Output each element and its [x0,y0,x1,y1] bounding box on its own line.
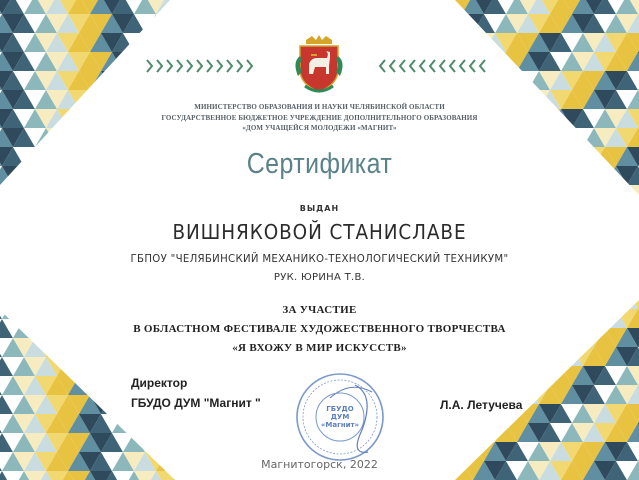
mosaic-triangle [200,433,222,452]
signer-organization: ГБУДО ДУМ "Магнит " [131,396,261,410]
mosaic-triangle [583,185,605,204]
mosaic-triangle [462,366,484,385]
mosaic-triangle [134,52,156,71]
mosaic-triangle [550,185,572,204]
mosaic-triangle [134,71,156,90]
mosaic-triangle [90,376,112,395]
mosaic-triangle [473,71,495,90]
footer-place-year: Магнитогорск, 2022 [261,458,378,471]
ministry-line-2: ГОСУДАРСТВЕННОЕ БЮДЖЕТНОЕ УЧРЕЖДЕНИЕ ДОПОЛНИТЕЛЬНОГО ОБРАЗОВАНИЯ [161,113,478,122]
mosaic-triangle [473,33,495,52]
mosaic-triangle [189,185,211,204]
mosaic-triangle [2,185,24,204]
mosaic-triangle [517,366,539,385]
recipient-name: ВИШНЯКОВОЙ СТАНИСЛАВЕ [172,220,467,244]
chevron-icon [420,60,425,72]
mosaic-triangle [145,71,167,90]
ministry-line-1: МИНИСТЕРСТВО ОБРАЗОВАНИЯ И НАУКИ ЧЕЛЯБИНСКОЙ ОБЛАСТИ [194,103,445,111]
chevron-icon [177,60,182,72]
mosaic-triangle [13,185,35,204]
mosaic-triangle [594,185,616,204]
mosaic-triangle [101,395,123,414]
mosaic-triangle [189,14,211,33]
mosaic-triangle [189,414,211,433]
issued-label: ВЫДАН [299,204,340,213]
mosaic-triangle [79,185,101,204]
stamp-line-3: «Магнит» [320,421,360,429]
mosaic-triangle [539,185,561,204]
mosaic-triangle [484,52,506,71]
mosaic-triangle [462,185,484,204]
mosaic-triangle [134,33,156,52]
mosaic-triangle [145,414,167,433]
mosaic-triangle [167,71,189,90]
chevron-icon [207,60,212,72]
mosaic-triangle [178,33,200,52]
mosaic-triangle [156,357,178,376]
mosaic-triangle [178,0,200,14]
mosaic-triangle [451,33,473,52]
chevron-icon [217,60,222,72]
mosaic-triangle [178,185,200,204]
chevron-icon [247,60,252,72]
mosaic-triangle [145,33,167,52]
mosaic-triangle [189,433,211,452]
mosaic-triangle [605,185,627,204]
mosaic-triangle [484,185,506,204]
mosaic-triangle [24,166,46,185]
chevron-icon [147,60,152,72]
mosaic-triangle [517,185,539,204]
chevron-icon [440,60,445,72]
chevron-icon [227,60,232,72]
mosaic-triangle [134,357,156,376]
mosaic-triangle [451,71,473,90]
chevron-icon [380,60,385,72]
mosaic-triangle [528,185,550,204]
mosaic-triangle [145,433,167,452]
supervisor-name: РУК. ЮРИНА Т.В. [273,272,366,283]
mosaic-triangle [68,185,90,204]
award-line-3: «Я ВХОЖУ В МИР ИСКУССТВ» [232,342,407,354]
award-line-2: В ОБЛАСТНОМ ФЕСТИВАЛЕ ХУДОЖЕСТВЕННОГО ТВОРЧЕСТВА [133,323,506,335]
mosaic-triangle [123,414,145,433]
stamp-line-1: ГБУДО [326,405,354,413]
mosaic-triangle [0,185,2,204]
mosaic-triangle [178,471,200,480]
signer-role: Директор [131,376,188,390]
mosaic-triangle [35,185,57,204]
mosaic-triangle [440,185,462,204]
mosaic-triangle [594,166,616,185]
mosaic-triangle [167,357,189,376]
chevron-icon [197,60,202,72]
mosaic-triangle [495,185,517,204]
mosaic-triangle [123,71,145,90]
chevron-icon [430,60,435,72]
mosaic-triangle [451,14,473,33]
ministry-header [0,102,639,134]
mosaic-triangle [156,33,178,52]
mosaic-triangle [0,185,13,204]
mosaic-triangle [167,433,189,452]
mosaic-triangle [561,185,583,204]
mosaic-triangle [178,357,200,376]
school-name: ГБПОУ "ЧЕЛЯБИНСКИЙ МЕХАНИКО-ТЕХНОЛОГИЧЕСКИЙ ТЕХНИКУМ" [130,253,509,265]
mosaic-triangle [134,414,156,433]
chevron-icon [400,60,405,72]
mosaic-triangle [112,52,134,71]
mosaic-triangle [528,366,550,385]
mosaic-triangle [473,185,495,204]
mosaic-triangle [112,71,134,90]
mosaic-triangle [156,185,178,204]
mosaic-triangle [134,185,156,204]
mosaic-triangle [167,33,189,52]
mosaic-triangle [440,71,462,90]
mosaic-triangle [101,185,123,204]
mosaic-triangle [200,471,222,480]
mosaic-triangle [167,14,189,33]
chevron-icon [470,60,475,72]
chevron-icon [157,60,162,72]
mosaic-triangle [101,376,123,395]
mosaic-triangle [473,423,495,442]
ministry-line-3: «ДОМ УЧАЩЕЙСЯ МОЛОДЕЖИ «МАГНИТ» [242,124,397,132]
mosaic-triangle [200,14,222,33]
chevron-row-right-icon [380,60,485,72]
mosaic-triangle [167,414,189,433]
mosaic-triangle [440,366,462,385]
mosaic-triangle [178,433,200,452]
chevron-icon [480,60,485,72]
mosaic-triangle [145,185,167,204]
mosaic-triangle [572,185,594,204]
mosaic-triangle [451,185,473,204]
mosaic-triangle [46,185,68,204]
signer-name: Л.А. Летучева [440,398,523,412]
mosaic-triangle [506,185,528,204]
mosaic-triangle [178,71,200,90]
mosaic-triangle [627,185,639,204]
mosaic-triangle [123,357,145,376]
mosaic-triangle [440,33,462,52]
mosaic-triangle [156,14,178,33]
mosaic-triangle [189,471,211,480]
triangle-mosaic-bottom-right [440,290,639,480]
certificate-title: Сертификат [246,148,393,180]
mosaic-triangle [189,71,211,90]
mosaic-triangle [156,414,178,433]
mosaic-triangle [112,185,134,204]
mosaic-triangle [495,366,517,385]
mosaic-triangle [506,366,528,385]
mosaic-triangle [189,33,211,52]
mosaic-triangle [68,357,90,376]
mosaic-triangle [200,357,222,376]
mosaic-triangle [123,52,145,71]
mosaic-triangle [101,71,123,90]
chevron-icon [450,60,455,72]
mosaic-triangle [451,366,473,385]
mosaic-triangle [167,0,189,14]
mosaic-triangle [484,366,506,385]
mosaic-triangle [123,185,145,204]
mosaic-triangle [24,185,46,204]
mosaic-triangle [462,423,484,442]
chevron-icon [237,60,242,72]
mosaic-triangle [112,357,134,376]
chevron-row-left-icon [147,60,252,72]
mosaic-triangle [495,71,517,90]
award-line-1: ЗА УЧАСТИЕ [282,304,357,316]
chevron-icon [410,60,415,72]
mosaic-triangle [451,423,473,442]
mosaic-triangle [156,433,178,452]
stamp-text [300,405,380,429]
stamp-line-2: ДУМ [330,413,350,421]
mosaic-triangle [189,376,211,395]
mosaic-triangle [90,185,112,204]
mosaic-triangle [178,414,200,433]
chevron-icon [390,60,395,72]
mosaic-triangle [462,71,484,90]
mosaic-triangle [167,185,189,204]
mosaic-triangle [462,33,484,52]
coat-of-arms-icon [295,35,342,92]
mosaic-triangle [189,357,211,376]
mosaic-triangle [145,357,167,376]
mosaic-triangle [101,357,123,376]
mosaic-triangle [57,185,79,204]
mosaic-triangle [79,357,101,376]
mosaic-triangle [178,14,200,33]
chevron-icon [460,60,465,72]
mosaic-triangle [484,71,506,90]
chevron-icon [167,60,172,72]
mosaic-triangle [90,357,112,376]
mosaic-triangle [473,366,495,385]
mosaic-triangle [13,166,35,185]
chevron-icon [187,60,192,72]
mosaic-triangle [156,71,178,90]
mosaic-triangle [189,0,211,14]
mosaic-triangle [57,357,79,376]
